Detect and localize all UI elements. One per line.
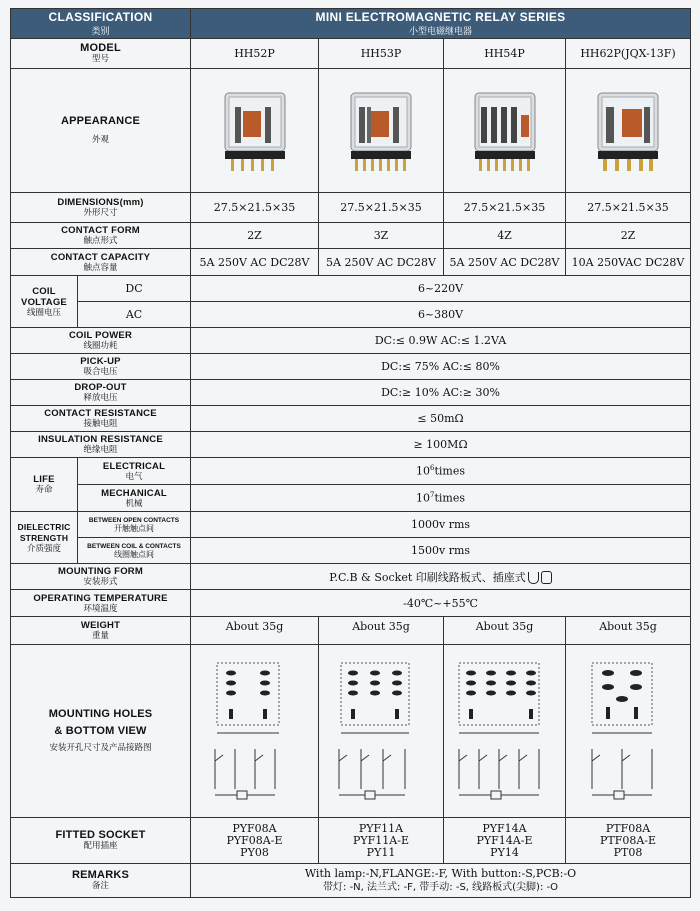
dielectric-coil-label: BETWEEN COIL & CONTACTS 线圈触点间 xyxy=(78,538,191,564)
classification-header: CLASSIFICATION 类别 xyxy=(11,9,191,39)
drop-out-label: DROP-OUT 释放电压 xyxy=(11,380,191,406)
life-electrical-row xyxy=(11,458,691,485)
dimensions-value: 27.5×21.5×35 xyxy=(444,193,566,223)
drop-out-row xyxy=(11,380,691,406)
pinout-diagram-hh62p xyxy=(568,651,688,811)
contact-capacity-value: 5A 250V AC DC28V xyxy=(191,249,319,276)
pinout-diagram-hh53p xyxy=(321,651,441,811)
coil-power-label: COIL POWER 线圈功耗 xyxy=(11,328,191,354)
model-row xyxy=(11,39,691,69)
insulation-resistance-value: ≥ 100MΩ xyxy=(191,432,691,458)
dimensions-row xyxy=(11,193,691,223)
fitted-socket-hh62p: PTF08A PTF08A-E PT08 xyxy=(566,818,691,864)
life-mechanical-value: $10^7times$ xyxy=(191,485,691,512)
dimensions-value: 27.5×21.5×35 xyxy=(319,193,444,223)
weight-value: About 35g xyxy=(566,617,691,645)
fitted-socket-hh53p: PYF11A PYF11A-E PY11 xyxy=(319,818,444,864)
weight-value: About 35g xyxy=(191,617,319,645)
contact-capacity-label: CONTACT CAPACITY 触点容量 xyxy=(11,249,191,276)
model-hh53p: HH53P xyxy=(319,39,444,69)
socket-icon xyxy=(541,571,552,584)
contact-form-value: 4Z xyxy=(444,223,566,249)
relay-image-hh53p xyxy=(319,69,444,193)
series-header: MINI ELECTROMAGNETIC RELAY SERIES 小型电磁继电器 xyxy=(191,9,691,39)
coil-voltage-ac-label: AC xyxy=(78,302,191,328)
mounting-holes-row xyxy=(11,645,691,818)
coil-voltage-dc-value: 6~220V xyxy=(191,276,691,302)
fitted-socket-hh52p: PYF08A PYF08A-E PY08 xyxy=(191,818,319,864)
coil-voltage-dc-row xyxy=(11,276,691,302)
dimensions-label: DIMENSIONS(mm) 外形尺寸 xyxy=(11,193,191,223)
appearance-label: APPEARANCE 外观 xyxy=(11,69,191,193)
relay-spec-sheet xyxy=(10,8,690,898)
contact-resistance-value: ≤ 50mΩ xyxy=(191,406,691,432)
relay-image-hh54p xyxy=(444,69,566,193)
contact-resistance-label: CONTACT RESISTANCE 接触电阻 xyxy=(11,406,191,432)
coil-voltage-ac-row xyxy=(11,302,691,328)
mounting-diagram-hh62p xyxy=(566,645,691,818)
contact-form-label: CONTACT FORM 触点形式 xyxy=(11,223,191,249)
weight-value: About 35g xyxy=(319,617,444,645)
mounting-form-row xyxy=(11,564,691,590)
fitted-socket-hh54p: PYF14A PYF14A-E PY14 xyxy=(444,818,566,864)
mounting-form-label: MOUNTING FORM 安装形式 xyxy=(11,564,191,590)
fitted-socket-row xyxy=(11,818,691,864)
contact-form-value: 2Z xyxy=(191,223,319,249)
spec-table xyxy=(10,8,691,898)
contact-form-row xyxy=(11,223,691,249)
appearance-row xyxy=(11,69,691,193)
life-electrical-label: ELECTRICAL 电气 xyxy=(78,458,191,485)
life-electrical-value: $10^6times$ xyxy=(191,458,691,485)
weight-label: WEIGHT 重量 xyxy=(11,617,191,645)
life-mechanical-label: MECHANICAL 机械 xyxy=(78,485,191,512)
header-row xyxy=(11,9,691,39)
fitted-socket-label: FITTED SOCKET 配用插座 xyxy=(11,818,191,864)
mounting-form-value: P.C.B & Socket 印刷线路板式、插座式 xyxy=(191,564,691,590)
relay-image-hh62p xyxy=(566,69,691,193)
dielectric-label: DIELECTRIC STRENGTH 介质强度 xyxy=(11,512,78,564)
insulation-resistance-label: INSULATION RESISTANCE 绝缘电阻 xyxy=(11,432,191,458)
relay-hh53p-image xyxy=(341,87,421,175)
life-label: LIFE 寿命 xyxy=(11,458,78,512)
operating-temperature-value: -40℃~+55℃ xyxy=(191,590,691,617)
weight-row xyxy=(11,617,691,645)
contact-capacity-value: 5A 250V AC DC28V xyxy=(444,249,566,276)
relay-hh62p-image xyxy=(588,87,668,175)
coil-voltage-dc-label: DC xyxy=(78,276,191,302)
contact-capacity-value: 5A 250V AC DC28V xyxy=(319,249,444,276)
drop-out-value: DC:≥ 10% AC:≥ 30% xyxy=(191,380,691,406)
life-mechanical-row xyxy=(11,485,691,512)
insulation-resistance-row xyxy=(11,432,691,458)
operating-temperature-row xyxy=(11,590,691,617)
mounting-diagram-hh52p xyxy=(191,645,319,818)
contact-form-value: 3Z xyxy=(319,223,444,249)
mounting-diagram-hh53p xyxy=(319,645,444,818)
remarks-label: REMARKS 备注 xyxy=(11,864,191,898)
dielectric-coil-row xyxy=(11,538,691,564)
dielectric-open-label: BETWEEN OPEN CONTACTS 开触触点间 xyxy=(78,512,191,538)
remarks-value: With lamp:-N,FLANGE:-F, With button:-S,PCB:-O 带灯: -N, 法兰式: -F, 带手动: -S, 线路板式(尖脚): -O xyxy=(191,864,691,898)
contact-capacity-row xyxy=(11,249,691,276)
pick-up-row xyxy=(11,354,691,380)
model-hh52p: HH52P xyxy=(191,39,319,69)
remarks-row xyxy=(11,864,691,898)
pick-up-label: PICK-UP 吸合电压 xyxy=(11,354,191,380)
contact-capacity-value: 10A 250VAC DC28V xyxy=(566,249,691,276)
model-hh62p: HH62P(JQX-13F) xyxy=(566,39,691,69)
dimensions-value: 27.5×21.5×35 xyxy=(566,193,691,223)
relay-image-hh52p xyxy=(191,69,319,193)
relay-hh54p-image xyxy=(465,87,545,175)
pick-up-value: DC:≤ 75% AC:≤ 80% xyxy=(191,354,691,380)
pcb-pin-icon xyxy=(528,572,539,584)
coil-voltage-label: COIL VOLTAGE 线圈电压 xyxy=(11,276,78,328)
relay-hh52p-image xyxy=(215,87,295,175)
operating-temperature-label: OPERATING TEMPERATURE 环境温度 xyxy=(11,590,191,617)
contact-form-value: 2Z xyxy=(566,223,691,249)
model-label: MODEL 型号 xyxy=(11,39,191,69)
coil-voltage-ac-value: 6~380V xyxy=(191,302,691,328)
dielectric-coil-value: 1500v rms xyxy=(191,538,691,564)
pinout-diagram-hh52p xyxy=(195,651,315,811)
pinout-diagram-hh54p xyxy=(445,651,565,811)
dimensions-value: 27.5×21.5×35 xyxy=(191,193,319,223)
coil-power-row xyxy=(11,328,691,354)
mounting-holes-label: MOUNTING HOLES & BOTTOM VIEW 安装开孔尺寸及产品接路图 xyxy=(11,645,191,818)
dielectric-open-value: 1000v rms xyxy=(191,512,691,538)
contact-resistance-row xyxy=(11,406,691,432)
weight-value: About 35g xyxy=(444,617,566,645)
model-hh54p: HH54P xyxy=(444,39,566,69)
dielectric-open-row xyxy=(11,512,691,538)
coil-power-value: DC:≤ 0.9W AC:≤ 1.2VA xyxy=(191,328,691,354)
mounting-diagram-hh54p xyxy=(444,645,566,818)
